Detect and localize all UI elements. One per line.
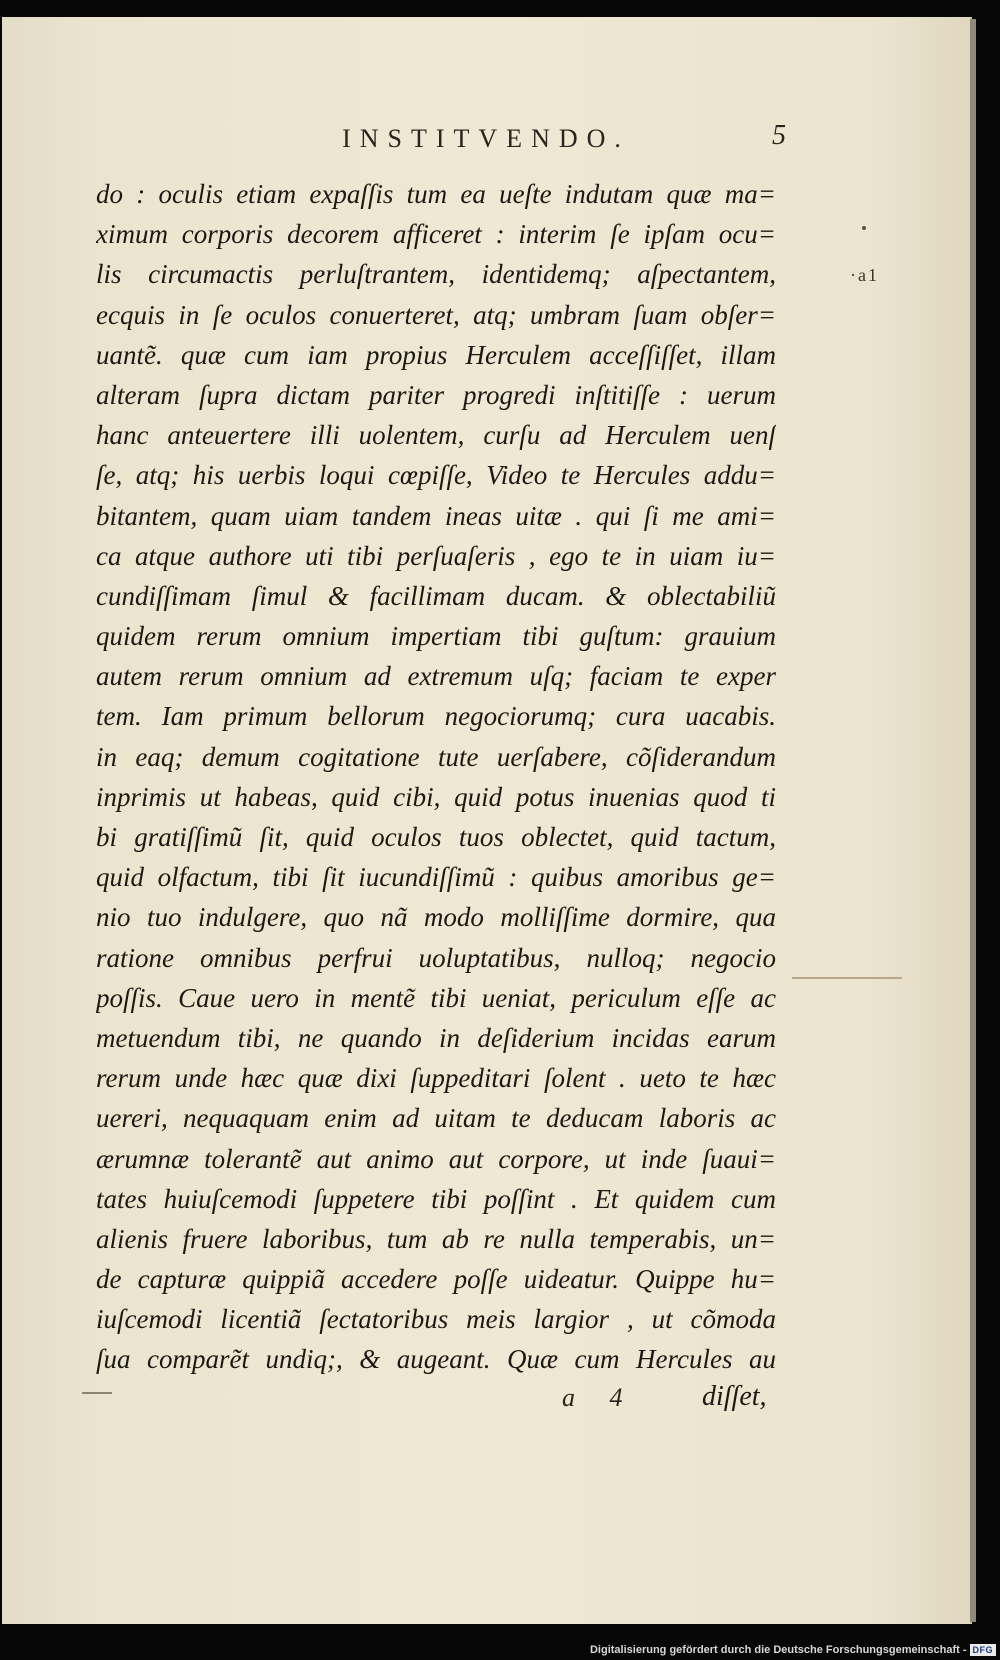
text-line: quidem rerum omnium impertiam tibi guſtum: grauium	[96, 621, 776, 652]
digitization-credit	[590, 1644, 996, 1656]
text-line: lis circumactis perluſtrantem, identidemq; aſpectantem,	[96, 259, 776, 290]
text-line: bitantem, quam uiam tandem ineas uitæ . qui ſi me ami=	[96, 500, 776, 531]
text-line: do : oculis etiam expaſſis tum ea ueſte indutam quæ ma=	[96, 179, 776, 209]
running-head: INSTITVENDO.	[342, 124, 630, 153]
text-line: poſſis. Caue uero in mentẽ tibi ueniat, periculum eſſe ac	[96, 982, 776, 1013]
text-line: hanc anteuertere illi uolentem, curſu ad Herculem uenſ	[96, 420, 776, 451]
text-line: in eaq; demum cogitatione tute uerſabere, cõſiderandum	[96, 741, 776, 772]
text-line: ximum corporis decorem afficeret : interim ſe ipſam ocu=	[96, 219, 776, 250]
margin-note: ·a1	[850, 265, 879, 285]
signature-mark: a 4	[562, 1383, 637, 1412]
dfg-logo: DFG	[970, 1644, 997, 1656]
stray-mark	[82, 1392, 112, 1394]
catchword: diſſet,	[702, 1381, 767, 1412]
text-line: uantẽ. quæ cum iam propius Herculem acceſſiſſet, illam	[96, 339, 776, 370]
text-line: ecquis in ſe oculos conuerteret, atq; umbram ſuam obſer=	[96, 299, 776, 330]
text-line: autem rerum omnium ad extremum uſq; faciam te exper	[96, 661, 776, 692]
text-line: nio tuo indulgere, quo nã modo molliſſime dormire, qua	[96, 902, 776, 933]
text-line: tates huiuſcemodi ſuppetere tibi poſſint . Et quidem cum	[96, 1183, 776, 1214]
text-line: ratione omnibus perfrui uoluptatibus, nulloq; negocio	[96, 942, 776, 973]
margin-rule	[792, 977, 902, 979]
text-line: de capturæ quippiã accedere poſſe uideatur. Quippe hu=	[96, 1264, 776, 1295]
text-line: alienis fruere laboribus, tum ab re nulla temperabis, un=	[96, 1223, 776, 1254]
text-line: alteram ſupra dictam pariter progredi inſtitiſſe : uerum	[96, 379, 776, 410]
page-number: 5	[772, 120, 786, 151]
text-line: bi gratiſſimũ ſit, quid oculos tuos oblectet, quid tactum,	[96, 822, 776, 852]
text-line: ſe, atq; his uerbis loqui cœpiſſe, Video te Hercules addu=	[96, 460, 776, 491]
text-line: metuendum tibi, ne quando in deſiderium incidas earum	[96, 1022, 776, 1053]
text-line: rerum unde hæc quæ dixi ſuppeditari ſolent . ueto te hæc	[96, 1063, 776, 1094]
body-text	[96, 174, 776, 1380]
margin-dot	[862, 226, 866, 230]
book-page	[2, 17, 972, 1624]
text-line: iuſcemodi licentiã ſectatoribus meis largior , ut cõmoda	[96, 1304, 776, 1335]
text-line: quid olfactum, tibi ſit iucundiſſimũ : quibus amoribus ge=	[96, 862, 776, 893]
credit-text: Digitalisierung gefördert durch die Deutsche Forschungsgemeinschaft -	[589, 1644, 967, 1656]
text-line: ærumnæ tolerantẽ aut animo aut corpore, ut inde ſuaui=	[96, 1143, 776, 1174]
text-line: ſua comparẽt undiq;, & augeant. Quæ cum Hercules au	[96, 1344, 776, 1375]
text-line: ca atque authore uti tibi perſuaſeris , ego te in uiam iu=	[96, 540, 776, 571]
text-line: uereri, nequaquam enim ad uitam te deducam laboris ac	[96, 1103, 776, 1134]
text-line: cundiſſimam ſimul & facillimam ducam. & oblectabiliũ	[96, 580, 776, 611]
text-line: tem. Iam primum bellorum negociorumq; cura uacabis.	[96, 701, 776, 732]
page-edge	[970, 19, 976, 1622]
text-line: inprimis ut habeas, quid cibi, quid potus inuenias quod ti	[96, 781, 776, 812]
